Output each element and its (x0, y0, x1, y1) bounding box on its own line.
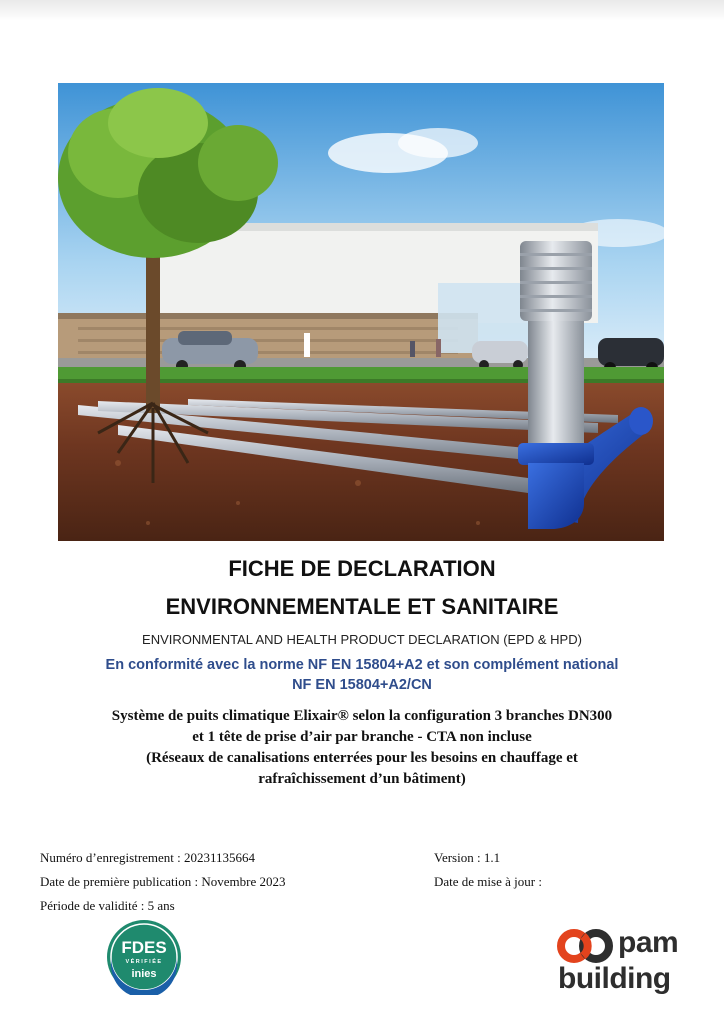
fdes-text: FDES (121, 938, 167, 957)
description-line4: rafraîchissement d’un bâtiment) (258, 771, 466, 787)
norm-line1: En conformité avec la norme NF EN 15804+A2 et son complément national (105, 657, 619, 673)
fdes-badge-icon (106, 919, 182, 995)
validity-period: Période de validité : 5 ans (40, 898, 175, 913)
pam-link-icon (556, 928, 618, 964)
fdes-verified-text: VÉRIFIÉE (125, 959, 163, 965)
pam-building-logo (556, 926, 696, 1006)
description-line3: (Réseaux de canalisations enterrées pour les besoins en chauffage et (146, 750, 578, 766)
fdes-badge-logo (106, 919, 182, 995)
version: Version : 1.1 (434, 850, 501, 865)
brand-word-building: building (558, 962, 671, 995)
norm-compliance (0, 655, 724, 695)
description-line1: Système de puits climatique Elixair® selon la configuration 3 branches DN300 (111, 708, 613, 724)
english-subtitle: ENVIRONMENTAL AND HEALTH PRODUCT DECLARATION (EPD & HPD) (142, 632, 582, 647)
document-title-line1: FICHE DE DECLARATION (228, 556, 496, 581)
update-date: Date de mise à jour : (434, 874, 542, 889)
registration-number: Numéro d’enregistrement : 20231135664 (40, 850, 256, 865)
first-publication-date: Date de première publication : Novembre 2023 (40, 874, 286, 889)
document-title-line2: ENVIRONNEMENTALE ET SANITAIRE (165, 594, 559, 619)
hero-illustration (58, 83, 664, 541)
metadata-right (434, 846, 542, 894)
air-intake-tower (518, 241, 594, 529)
brand-word-pam: pam (618, 926, 679, 959)
viewer-top-bar (0, 0, 724, 20)
norm-line2: NF EN 15804+A2/CN (292, 677, 432, 693)
metadata-left (40, 846, 285, 918)
description-line2: et 1 tête de prise d’air par branche - CTA non incluse (192, 729, 532, 745)
fdes-inies-text: inies (131, 968, 157, 980)
geothermal-scene-image (58, 83, 664, 541)
product-description (0, 706, 724, 790)
